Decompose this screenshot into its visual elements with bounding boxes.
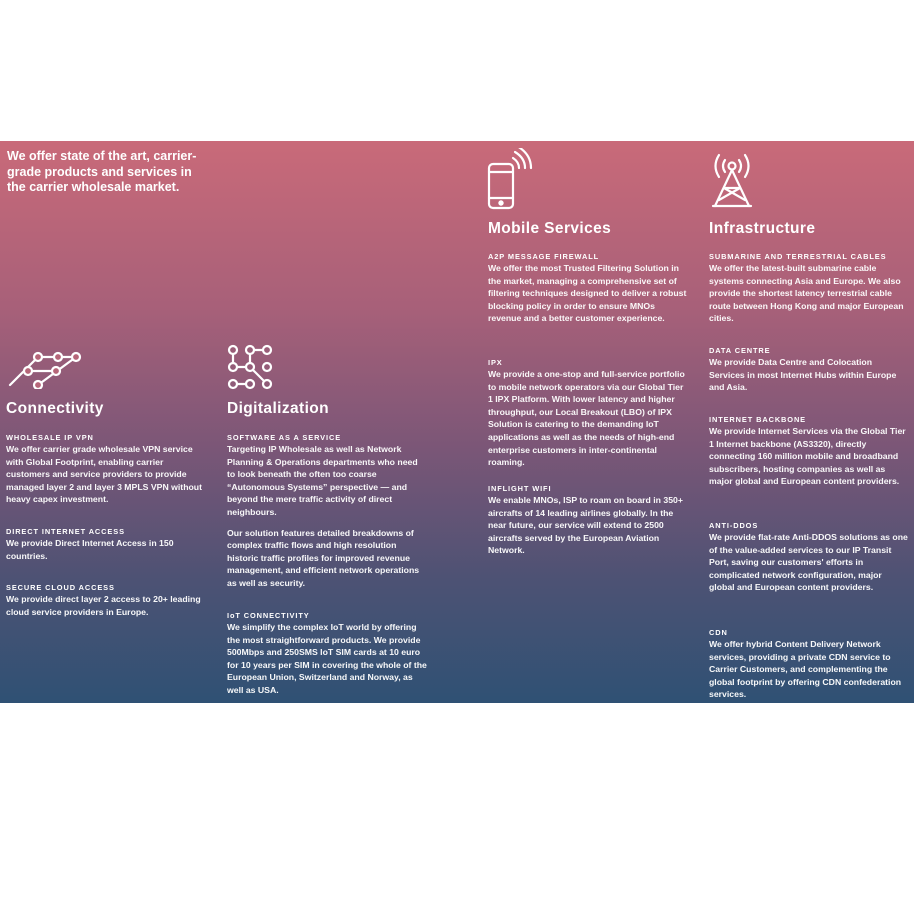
tagline: We offer state of the art, carrier-grade products and services in the carrier wholesale market. bbox=[7, 149, 197, 194]
section-body: We provide Direct Internet Access in 150 countries. bbox=[6, 538, 174, 561]
section-heading: CDN bbox=[709, 628, 728, 637]
section-cdn bbox=[709, 628, 909, 701]
section-body: We provide a one-stop and full-service portfolio to mobile network operators via our Global Tier 1 IPX Platform. With lower latency and higher throughput, our Local Breakout (LBO) of IPX Solution is catering to the demanding IoT applications as well as the needs of high-end enterprise customers in inter-continental roaming. bbox=[488, 369, 685, 468]
section-body: Targeting IP Wholesale as well as Network Planning & Operations departments who need to look beneath the often too coarse “Autonomous Systems” perspective — and beyond the mere traffic activity of direct neighbours. bbox=[227, 444, 418, 517]
section-internet-backbone bbox=[709, 415, 909, 488]
section-heading: SECURE CLOUD ACCESS bbox=[6, 583, 115, 592]
section-heading: INTERNET BACKBONE bbox=[709, 415, 807, 424]
infrastructure-title: Infrastructure bbox=[709, 220, 816, 237]
section-body: We offer the most Trusted Filtering Solution in the market, managing a comprehensive set of filtering techniques designed to deliver a robust blocking policy in order to ensure MNOs revenue and a better customer experience. bbox=[488, 263, 687, 324]
section-heading: SOFTWARE AS A SERVICE bbox=[227, 433, 342, 442]
section-a2p-message-firewall bbox=[488, 252, 688, 325]
section-inflight-wifi bbox=[488, 484, 688, 557]
section-heading: A2P MESSAGE FIREWALL bbox=[488, 252, 600, 261]
section-heading: IPX bbox=[488, 358, 503, 367]
section-body: We enable MNOs, ISP to roam on board in 350+ aircrafts of 14 leading airlines globally. In the near future, our service will extend to 2500 aircrafts served by the European Aviation Network. bbox=[488, 495, 683, 556]
section-body: We simplify the complex IoT world by offering the most straightforward products. We provide 500Mbps and 250SMS IoT SIM cards at 10 euro for 10 years per SIM in covering the whole of the European Union, Switzerland and Norway, as well as USA. bbox=[227, 622, 427, 695]
section-body: We offer the latest-built submarine cable systems connecting Asia and Europe. We also provide the shortest latency terrestrial cable route between Hong Kong and major European cities. bbox=[709, 263, 904, 324]
section-submarine-terrestrial-cables bbox=[709, 252, 909, 325]
section-heading: ANTI-DDOS bbox=[709, 521, 759, 530]
section-heading: DATA CENTRE bbox=[709, 346, 771, 355]
section-wholesale-ip-vpn bbox=[6, 433, 206, 506]
circuit-grid-icon bbox=[227, 344, 273, 390]
section-secure-cloud-access bbox=[6, 583, 206, 618]
section-body-continued: Our solution features detailed breakdowns of complex traffic flows and high resolution historic traffic profiles for improved revenue management, and efficient network operations as well as security. bbox=[227, 527, 420, 588]
section-body: We offer hybrid Content Delivery Network services, providing a private CDN service to Carrier Customers, and complementing the global footprint by offering CDN confederation services. bbox=[709, 639, 902, 700]
radio-tower-icon bbox=[709, 152, 755, 210]
section-heading: WHOLESALE IP VPN bbox=[6, 433, 94, 442]
section-body: We offer carrier grade wholesale VPN service with Global Footprint, enabling carrier customers and service providers to provide managed layer 2 and layer 3 MPLS VPN without heavy capex investment. bbox=[6, 444, 203, 505]
section-body: We provide flat-rate Anti-DDOS solutions as one of the value-added services to our IP Transit Port, saving our customers' efforts in complicated network configuration, major global and European content providers. bbox=[709, 532, 908, 593]
network-nodes-icon bbox=[6, 345, 82, 389]
section-iot-connectivity bbox=[227, 611, 427, 697]
section-heading: IoT CONNECTIVITY bbox=[227, 611, 310, 620]
mobile-signal-icon bbox=[487, 148, 533, 210]
section-heading: INFLIGHT WIFI bbox=[488, 484, 552, 493]
section-ipx bbox=[488, 358, 688, 469]
section-anti-ddos bbox=[709, 521, 909, 594]
section-software-as-a-service bbox=[227, 433, 427, 590]
section-heading: DIRECT INTERNET ACCESS bbox=[6, 527, 125, 536]
mobile-services-title: Mobile Services bbox=[488, 220, 612, 237]
connectivity-title: Connectivity bbox=[6, 400, 104, 417]
services-panel bbox=[0, 141, 914, 703]
section-body: We provide Internet Services via the Global Tier 1 Internet backbone (AS3320), directly connecting 160 million mobile and broadband subscribers, hosting companies as well as major global and European content providers. bbox=[709, 426, 906, 487]
section-heading: SUBMARINE AND TERRESTRIAL CABLES bbox=[709, 252, 887, 261]
section-body: We provide Data Centre and Colocation Services in most Internet Hubs within Europe and Asia. bbox=[709, 357, 897, 393]
section-direct-internet-access bbox=[6, 527, 206, 562]
digitalization-title: Digitalization bbox=[227, 400, 330, 417]
section-data-centre bbox=[709, 346, 909, 394]
section-body: We provide direct layer 2 access to 20+ leading cloud service providers in Europe. bbox=[6, 594, 201, 617]
